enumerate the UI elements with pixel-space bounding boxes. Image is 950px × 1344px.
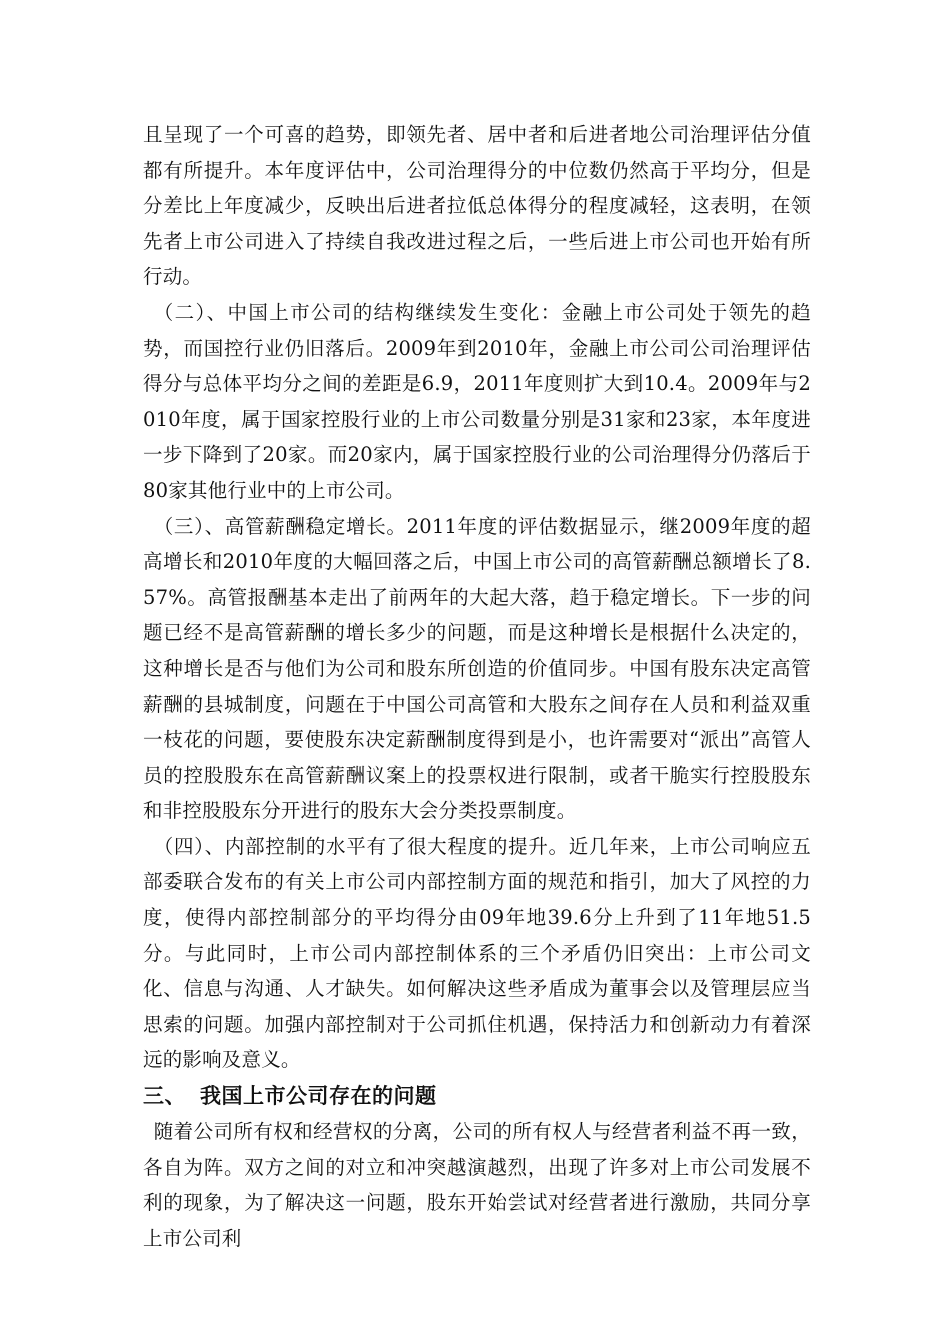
paragraph-executive-pay: （三）、高管薪酬稳定增长。2011年度的评估数据显示，继2009年度的超高增长和2010年度的大幅回落之后，中国上市公司的高管薪酬总额增长了8.57%。高管报酬基本走出了前两年的大起大落，趋于稳定增长。下一步的问题已经不是高管薪酬的增长多少的问题，而是这种增长是根据什么决定的，这种增长是否与他们为公司和股东所创造的价值同步。中国有股东决定高管薪酬的县城制度，问题在于中国公司高管和大股东之间存在人员和利益双重一枝花的问题，要使股东决定薪酬制度得到是小，也许需要对“派出”高管人员的控股股东在高管薪酬议案上的投票权进行限制，或者干脆实行控股股东和非控股股东分开进行的股东大会分类投票制度。 <box>143 514 811 823</box>
paragraph-governance-trend: 且呈现了一个可喜的趋势，即领先者、居中者和后进者地公司治理评估分值都有所提升。本年度评估中，公司治理得分的中位数仍然高于平均分，但是分差比上年度减少，反映出后进者拉低总体得分的程度减轻，这表明，在领先者上市公司进入了持续自我改进过程之后，一些后进上市公司也开始有所行动。 <box>143 123 811 289</box>
paragraph-internal-control: （四）、内部控制的水平有了很大程度的提升。近几年来，上市公司响应五部委联合发布的有关上市公司内部控制方面的规范和指引，加大了风控的力度，使得内部控制部分的平均得分由09年地39.6分上升到了11年地51.5分。与此同时，上市公司内部控制体系的三个矛盾仍旧突出：上市公司文化、信息与沟通、人才缺失。如何解决这些矛盾成为董事会以及管理层应当思索的问题。加强内部控制对于公司抓住机遇，保持活力和创新动力有着深远的影响及意义。 <box>143 834 811 1072</box>
paragraph-structure-change: （二）、中国上市公司的结构继续发生变化：金融上市公司处于领先的趋势，而国控行业仍旧落后。2009年到2010年，金融上市公司公司治理评估得分与总体平均分之间的差距是6.9，2011年度则扩大到10.4。2009年与2010年度，属于国家控股行业的上市公司数量分别是31家和23家，本年度进一步下降到了20家。而20家内，属于国家控股行业的公司治理得分仍落后于80家其他行业中的上市公司。 <box>143 300 811 502</box>
section-title: 我国上市公司存在的问题 <box>200 1084 437 1109</box>
paragraph-ownership-separation: 随着公司所有权和经营权的分离，公司的所有权人与经营者利益不再一致，各自为阵。双方之间的对立和冲突越演越烈，出现了许多对上市公司发展不利的现象，为了解决这一问题，股东开始尝试对经营者进行激励，共同分享上市公司利 <box>143 1120 811 1250</box>
section-heading <box>143 1078 811 1114</box>
page-content <box>143 117 811 1256</box>
section-number: 三、 <box>143 1084 186 1109</box>
